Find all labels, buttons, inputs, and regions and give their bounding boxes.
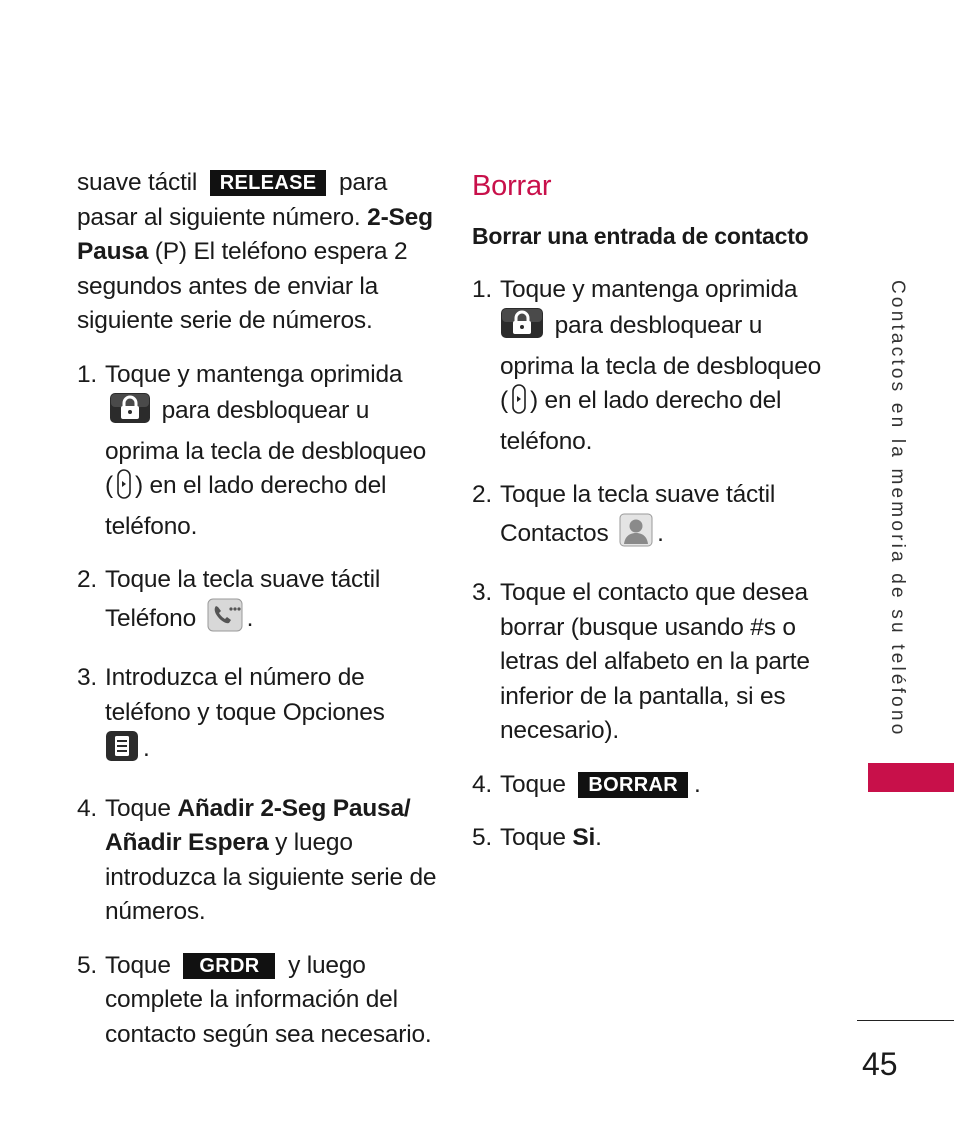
list-item — [77, 563, 437, 642]
step-text: Toque — [500, 770, 566, 798]
step-text: Toque la tecla suave táctil Contactos — [500, 481, 776, 547]
chapter-tab — [868, 763, 954, 792]
left-steps — [77, 358, 437, 1053]
step-text: ) en el lado derecho del teléfono. — [105, 472, 387, 540]
step-text: para desbloquear u oprima la tecla de desbloqueo ( — [105, 397, 427, 499]
step-bold: Añadir 2-Seg Pausa/ Añadir Espera — [105, 794, 411, 856]
right-steps — [472, 273, 832, 856]
list-item — [472, 768, 832, 803]
step-text: Toque — [500, 824, 566, 851]
list-item — [472, 576, 832, 749]
phone-icon — [207, 598, 243, 643]
contacts-icon — [619, 513, 653, 558]
step-number: 2. — [77, 566, 98, 593]
list-item — [472, 821, 832, 856]
section-subtitle: Borrar una entrada de contacto — [472, 223, 809, 249]
step-text: . — [246, 604, 254, 632]
step-number: 5. — [472, 824, 493, 851]
intro-text-2: para pasar al siguiente número. — [77, 169, 388, 231]
step-text: . — [143, 735, 150, 762]
step-text: Toque la tecla suave táctil Teléfono — [105, 566, 381, 632]
step-text: ) en el lado derecho del teléfono. — [500, 387, 782, 455]
step-text: Toque y mantenga oprimida — [500, 275, 798, 303]
intro-text-1: suave táctil — [77, 169, 198, 196]
footer-rule — [857, 1020, 954, 1021]
page-number: 45 — [862, 1046, 898, 1082]
unlock-key-icon — [117, 469, 131, 510]
step-number: 4. — [77, 794, 98, 822]
step-text: Toque el contacto que desea borrar (busque usando #s o letras del alfabeto en la parte inferior de la pantalla, si es necesario). — [500, 579, 810, 744]
release-key: RELEASE — [210, 170, 327, 196]
list-item — [77, 792, 437, 930]
section-title: Borrar — [472, 170, 552, 202]
step-number: 5. — [77, 951, 98, 979]
lock-icon — [109, 392, 151, 435]
step-number: 1. — [472, 275, 493, 303]
step-number: 3. — [472, 579, 493, 606]
unlock-key-icon — [512, 384, 526, 425]
step-number: 2. — [472, 481, 493, 508]
step-number: 4. — [472, 770, 493, 798]
list-item — [472, 478, 832, 557]
step-text: . — [657, 519, 664, 547]
step-text: para desbloquear u oprima la tecla de desbloqueo ( — [500, 312, 822, 414]
list-item — [77, 661, 437, 773]
step-text: Toque — [105, 951, 171, 979]
borrar-key: BORRAR — [578, 772, 688, 798]
intro-bold-pause: 2-Seg Pausa — [77, 203, 433, 265]
lock-icon — [500, 307, 544, 350]
step-number: 1. — [77, 360, 98, 388]
grdr-key: GRDR — [183, 953, 275, 979]
options-menu-icon — [105, 730, 139, 773]
step-number: 3. — [77, 664, 98, 691]
step-text: Toque y mantenga oprimida — [105, 360, 403, 388]
step-text: . — [595, 824, 602, 851]
list-item — [77, 358, 437, 545]
step-text: . — [693, 770, 701, 798]
list-item — [77, 949, 437, 1053]
intro-text-3: (P) El teléfono espera 2 segundos antes de enviar la siguiente serie de números. — [77, 238, 408, 334]
step-text: Introduzca el número de teléfono y toque Opciones — [105, 664, 385, 726]
left-column — [77, 166, 437, 1052]
step-text: Toque — [105, 794, 171, 822]
right-column — [472, 166, 832, 856]
intro-paragraph — [77, 166, 437, 339]
list-item — [472, 273, 832, 460]
step-text: y luego complete la información del contacto según sea necesario. — [105, 951, 432, 1048]
step-text: y luego introduzca la siguiente serie de números. — [105, 829, 437, 925]
side-chapter-label: Contactos en la memoria de su teléfono — [887, 280, 908, 738]
step-bold: Si — [572, 824, 596, 851]
